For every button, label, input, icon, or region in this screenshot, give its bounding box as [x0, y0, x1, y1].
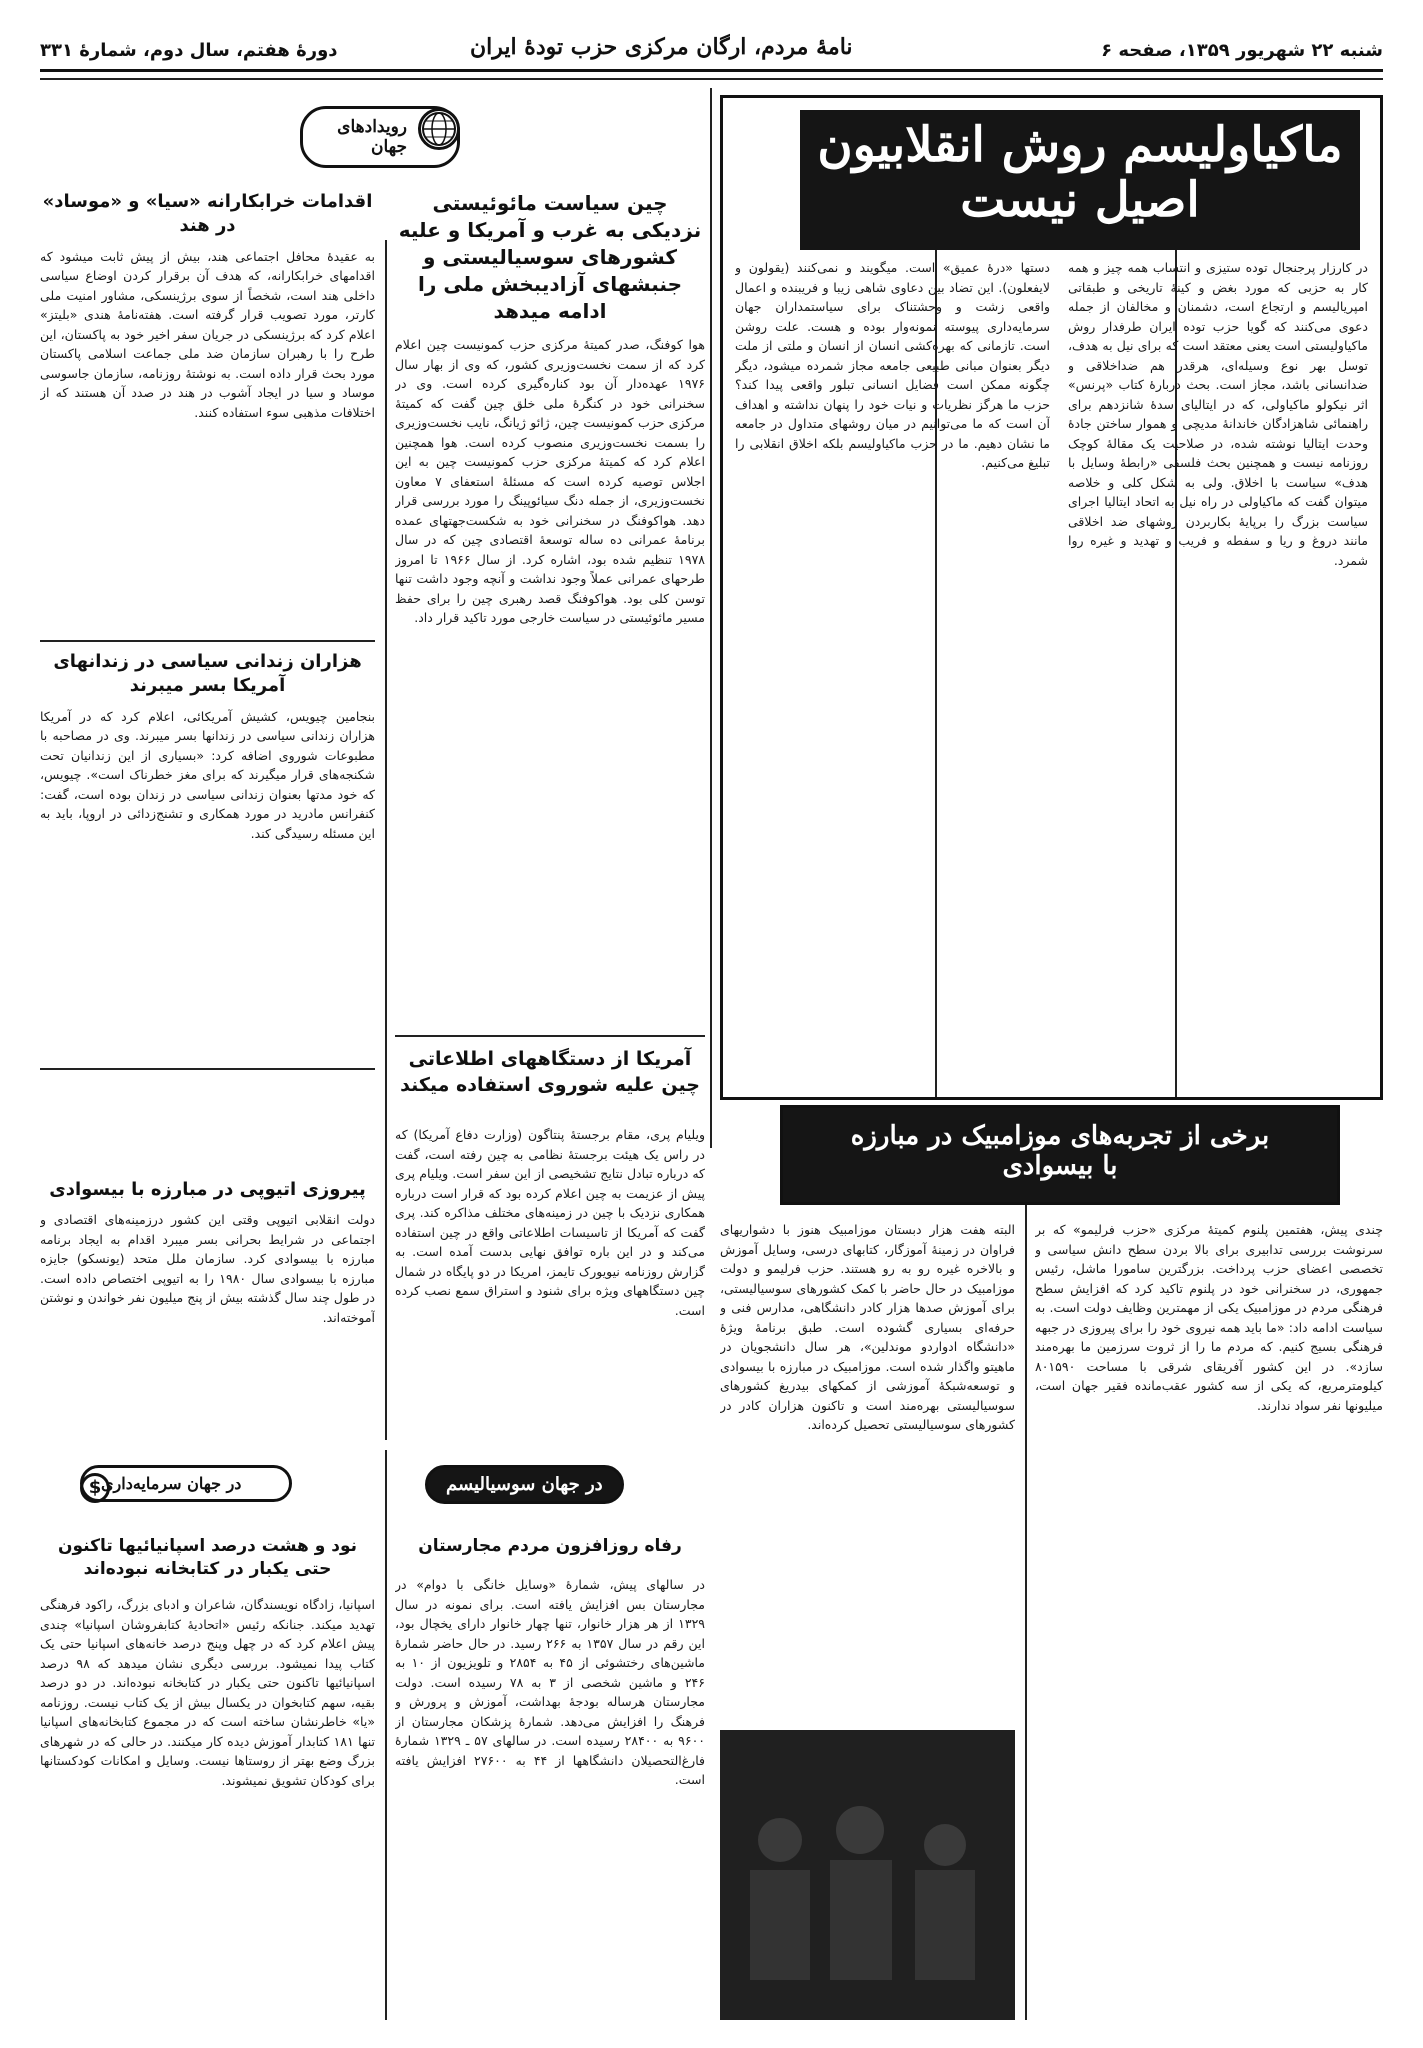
mozambique-photo — [720, 1730, 1015, 2020]
mozambique-col-right: چندی پیش، هفتمین پلنوم کمیتهٔ مرکزی «حزب فرلیمو» که بر سرنوشت بررسی تدابیری برای بالا بردن سطح دانش سیاسی و تخصصی اعضای حزب پرداخت. بزرگترین سامورا ماشل، رئیس جمهوری، در سخنرانی خود در پلنوم تاکید کرد که افزایش سطح فرهنگی مردم در موزامبیک یکی از مهمترین وظایف دولت است. به سیاست ادامه داد: «ما باید همه نیروی خود را برای پیروزی در جبهه فرهنگی بسیج کنیم. که مردم ما را از ثروت سرزمین ما بهره‌مند سازد». در این کشور آفریقای شرقی با مساحت ۸۰۱۵۹۰ کیلومترمربع، که یکی از سه کشور عقب‌مانده فقیر جهان است، میلیونها نفر سواد ندارند. — [1035, 1222, 1383, 1413]
prisoners-body: بنجامین چیویس، کشیش آمریکائی، اعلام کرد که در آمریکا هزاران زندانی سیاسی در زندانها بسر میبرند. وی در مصاحبه با مطبوعات شوروی اضافه کرد: «بسیاری از این زندانیان تحت شکنجه‌های قرار میگیرند که برای مغز خطرناک است». چیویس، که خود مدتها بعنوان زندانی سیاسی در زندان بوده است، گفت: کنفرانس مادرید در مورد همکاری و تشنج‌زدائی در اروپا، باید به این مسئله رسیدگی کند. — [40, 708, 375, 841]
issue-number: دورهٔ هفتم، سال دوم، شمارهٔ ۳۳۱ — [40, 40, 338, 61]
mozambique-col-left: البته هفت هزار دبستان موزامبیک هنوز با دشواریهای فراوان در زمینهٔ آموزگار، کتابهای درسی، وسایل آموزش و بالاخره غیره رو به رو هستند. حزب فرلیمو و دولت موزامبیک در حال حاضر با کمک کشورهای سوسیالیستی، برای آموزش صدها هزار کادر دانشگاهی، مدارس فنی و حرفه‌ای بسیاری گشوده است. طبق برنامهٔ ویژهٔ «دانشگاه ادواردو موندلین»، هر سال دانشجویان در ماهیتو واگذار شده است. موزامبیک در مبارزه با بیسوادی و توسعه‌شبکهٔ آموزشی از کمکهای بیدریغ کشورهای سوسیالیستی بهره‌مند است و تاکنون هزاران کادر در کشورهای سوسیالیستی تحصیل کرده‌اند. — [720, 1222, 1015, 1432]
prisoners-title: هزاران زندانی سیاسی در زندانهای آمریکا بسر میبرند — [53, 651, 362, 697]
masthead — [40, 32, 1383, 72]
globe-icon — [418, 108, 460, 150]
socialism-section — [395, 1445, 705, 2025]
socialism-header: در جهان سوسیالیسم — [425, 1465, 624, 1504]
column-divider — [710, 88, 712, 1148]
headline-line-2: اصیل نیست — [960, 172, 1200, 229]
cia-mossad-body: به عقیدهٔ محافل اجتماعی هند، بیش از پیش ثابت میشود که اقدامهای خرابکارانه، که هدف آن برقرار کردن اوضاع سیاسی داخلی هند است، شخصاً از سوی برژینسکی، مشاور امنیت ملی کارتر، مورد تصویب قرار گرفته است. هفته‌نامهٔ هندی «بلیتز» اعلام کرد که برژینسکی در جریان سفر اخیر خود به پاکستان، این طرح را با رهبران سازمان ضد ملی جماعت اسلامی پاکستان مورد بحث قرار داده است. به نوشتهٔ روزنامه، سازمان جاسوسی موساد و سیا در ایجاد آشوب در هند در صدد آن هستند که از اختلافات مذهبی سوء استفاده کنند. — [40, 248, 375, 420]
spain-body: اسپانیا، زادگاه نویسندگان، شاعران و ادبای بزرگ، راکود فرهنگی تهدید میکند. جنانکه رئیس «اتحادیهٔ کتابفروشان اسپانیا» چندی پیش اعلام کرد که در چهل وپنج درصد خانه‌های اسپانیا حتی یک کتاب پیدا نمیشود. بررسی دیگری نشان میدهد که ۹۸ درصد اسپانیائیها تاکنون حتی یکبار در کتابخانه نبوده‌اند. در دو درصد بقیه، سهم کتابخوان در یکسال بیش از یک کتاب نیست. روزنامه «یا» خاطرنشان ساخته است که در مجموع کتابخانه‌های اسپانیا تنها ۱۸۱ کتابدار آموزش دیده کار میکنند. در حالی که در شهرهای بزرگ وضع بهتر از روستاها نیست. وسایل و امکانات کودکستانها برای کودکان تشویق نمیشوند. — [40, 1597, 375, 1788]
world-events-label: رویدادهای جهان — [300, 106, 460, 168]
ethiopia-body: دولت انقلابی اتیوپی وقتی این کشور درزمینه‌های اقتصادی و اجتماعی در شرایط بحرانی بسر میبرد اقدام به ایجاد برنامه مبارزه با بیسوادی کرد. سازمان ملل متحد (یونسکو) جایزه مبارزه با بیسوادی سال ۱۹۸۰ را به اتیوپی اختصاص داده است. در طول چند سال گذشته بیش از پنج میلیون نفر خواندن و نوشتن آموخته‌اند. — [40, 1212, 375, 1325]
column-divider — [1025, 1160, 1027, 2020]
article-divider — [395, 1035, 705, 1037]
mozambique-headline — [780, 1105, 1340, 1205]
china-article — [395, 190, 705, 1120]
prisoners-article — [40, 650, 375, 1070]
cia-mossad-title: اقدامات خرابکارانه «سیا» و «موساد» در هند — [42, 191, 373, 237]
main-article-col-right: در کارزار پرجنجال توده ستیزی و انتساب همه چیز و همه کار به حزبی که مورد بغض و کینهٔ تاریخی و طبقاتی امپریالیسم و ارتجاع است، دشمنان و مخالفان از جمله دعوی می‌کنند که گویا حزب توده ایران طرفدار روش ماکیاولیستی است یعنی معتقد است که برای نیل به هدف، توسل بهر نوع وسیله‌ای، هرقدر هم ضداخلاقی و ضدانسانی باشد، مجاز است. بحث دربارهٔ کتاب «پرنس» اثر نیکولو ماکیاولی، که در ایتالیای سدهٔ شانزدهم برای راهنمائی شاهزادگان خاندانهٔ مدیچی و هموار ساختن جادهٔ وحدت ایتالیا نوشته شده، در صلاحیت یک مقالهٔ کوچک روزنامه نیست و همچنین بحث فلسفی «رابطهٔ وسایل با هدف» سیاست با اخلاق. ولی به شکل کلی و خلاصه میتوان گفت که ماکیاولی در راه نیل به اتحاد ایتالیا اجرای سیاست بزرگ را برپایهٔ بکاربردن روشهای ضد اخلاقی مانند دروغ و ریا و سفطه و فریب و تهدید و غیره روا شمرد. — [1068, 260, 1368, 568]
hungary-title: رفاه روزافزون مردم مجارستان — [418, 1536, 682, 1556]
mozambique-headline-line-1: برخی از تجربه‌های موزامبیک در مبارزه — [850, 1121, 1270, 1151]
us-china-article-body: ویلیام پری، مقام برجستهٔ پنتاگون (وزارت دفاع آمریکا) که در راس یک هیئت برجستهٔ نظامی به چین رفته است، گفت که درباره تبادل نتایج تشخیصی از این سفر است. ویلیام پری پیش از عزیمت به چین اعلام کرده بود که قرار است درباره همکاری نزدیک با چین در زمینه‌های مختلف مذاکره کند. پری گفت که آمریکا از تاسیسات اطلاعاتی واقع در چین استفاده می‌کند و در این باره توافق نهایی بدست آمده است. به گزارش روزنامه نیویورک تایمز، امریکا در دو پایگاه در شمال چین دستگاههای ویژه برای شنود و استراق سمع نصب کرده است. — [395, 1127, 705, 1318]
spain-title: نود و هشت درصد اسپانیائیها تاکنون حتی یکبار در کتابخانه نبوده‌اند — [57, 1536, 358, 1579]
headline-line-1: ماکیاولیسم روش انقلابیون — [817, 117, 1343, 173]
article-divider — [40, 1068, 375, 1070]
hungary-body: در سالهای پیش، شمارهٔ «وسایل خانگی با دوام» در مجارستان بس افزایش یافته است. برای نمونه در سال ۱۳۲۹ از هر هزار خانوار، تنها چهار خانوار دارای یخچال بود، این رقم در سال ۱۳۵۷ به ۲۶۶ رسید. در حال حاضر شمارهٔ ماشین‌های رختشوئی از ۴۵ به ۲۸۵۴ و تلویزیون از ۱۰ به ۲۴۶ و ماشین شخصی از ۳ به ۷۸ رسیده است. دولت مجارستان هرساله بودجهٔ بهداشت، آموزش و پرورش و فرهنگ را افزایش می‌دهد. شمارهٔ پزشکان مجارستان از ۹۶۰۰ به ۲۸۴۰۰ رسیده است. در سالهای ۵۷ ـ ۱۳۲۹ شمارهٔ فارغ‌التحصیلان دانشگاهها از ۴۴ به ۲۷۶۰۰ افزایش یافته است. — [395, 1577, 705, 1787]
capitalism-section — [40, 1445, 375, 2025]
column-divider — [385, 240, 387, 1440]
world-events-header — [300, 100, 460, 160]
china-article-body: هوا کوفنگ، صدر کمیتهٔ مرکزی حزب کمونیست چین اعلام کرد که از سمت نخست‌وزیری کشور، که وی از بهار سال ۱۹۷۶ عهده‌دار آن بود کناره‌گیری کرده است. وی در سخنرانی خود در کنگرهٔ ملی خلق چین گفت که کمیتهٔ مرکزی حزب کمونیست چین، ژائو ژیانگ، نایب نخست‌وزیری را بسمت نخست‌وزیری منصوب کرده است. هوا همچنین اعلام کرد که کمیتهٔ مرکزی حزب کمونیست چین به این اجلاس توصیه کرده است که مسئلهٔ استعفای ۷ معاون نخست‌وزیری، از جمله دنگ سیائوپینگ را مورد بررسی قرار دهد. هواکوفنگ در سخنرانی خود به شکست‌جهتهای عمده برنامهٔ عمرانی ده ساله توسعهٔ اقتصادی چین که در سال ۱۹۷۸ تنظیم شده بود، اشاره کرد. از سال ۱۹۶۶ تا امروز طرحهای عمرانی عملاً وجود نداشت و آنچه وجود داشت تنها توسن کلی بود. هواکوفنگ قصد رهبری چین را برای حفظ مسیر مائوئیستی در سیاست خارجی مورد تاکید قرار داد. — [395, 337, 705, 625]
china-article-title: چین سیاست مائوئیستی نزدیکی به غرب و آمریکا و علیه کشورهای سوسیالیستی و جنبشهای آزادیبخش ملی را ادامه میدهد — [398, 191, 702, 323]
cia-mossad-article — [40, 190, 375, 640]
capitalism-header: در جهان سرمایه‌داری — [80, 1465, 292, 1502]
dollar-icon: $ — [80, 1473, 110, 1503]
ethiopia-title: پیروزی اتیوپی در مبارزه با بیسوادی — [49, 1179, 366, 1200]
mozambique-headline-line-2: با بیسوادی — [1002, 1150, 1118, 1181]
main-article-col-left: دستها «درهٔ عمیق» است. میگویند و نمی‌کنند (یقولون و لایفعلون). این تضاد بین دعاوی شاهی زیبا و فریبنده و اعمال واقعی زشت و وحشتناک برای سیاستمداران جهان سرمایه‌داری پیوسته نمونه‌وار بوده و هست. علت روشن است. تازمانی که بهره‌کشی انسان از انسان و ملتی از ملت دیگر بعنوان مبانی طبیعی جامعه مجاز شمرده میشود، دیگر چگونه ممکن است فضایل انسانی تبلور واقعی پیدا کند؟ حزب ما هرگز نظریات و نیات خود را پنهان نداشته و اهداف آن است که ما می‌توانیم در میان روشهای متداول در جامعه ما نشان دهیم. ما در حزب ماکیاولیسم بلکه اخلاق انقلابی را تبلیغ می‌کنیم. — [735, 260, 1050, 470]
masthead-rule — [40, 78, 1383, 80]
us-china-article-title: آمریکا از دستگاههای اطلاعاتی چین علیه شوروی استفاده میکند — [400, 1048, 700, 1096]
main-article — [720, 95, 1383, 1100]
newspaper-title: نامهٔ مردم، ارگان مرکزی حزب تودهٔ ایران — [470, 34, 853, 60]
column-divider — [385, 1450, 387, 2020]
main-article-headline — [800, 110, 1360, 250]
ethiopia-article — [40, 1178, 375, 1438]
article-divider — [40, 640, 375, 642]
issue-date: شنبه ۲۲ شهریور ۱۳۵۹، صفحه ۶ — [1101, 40, 1383, 61]
